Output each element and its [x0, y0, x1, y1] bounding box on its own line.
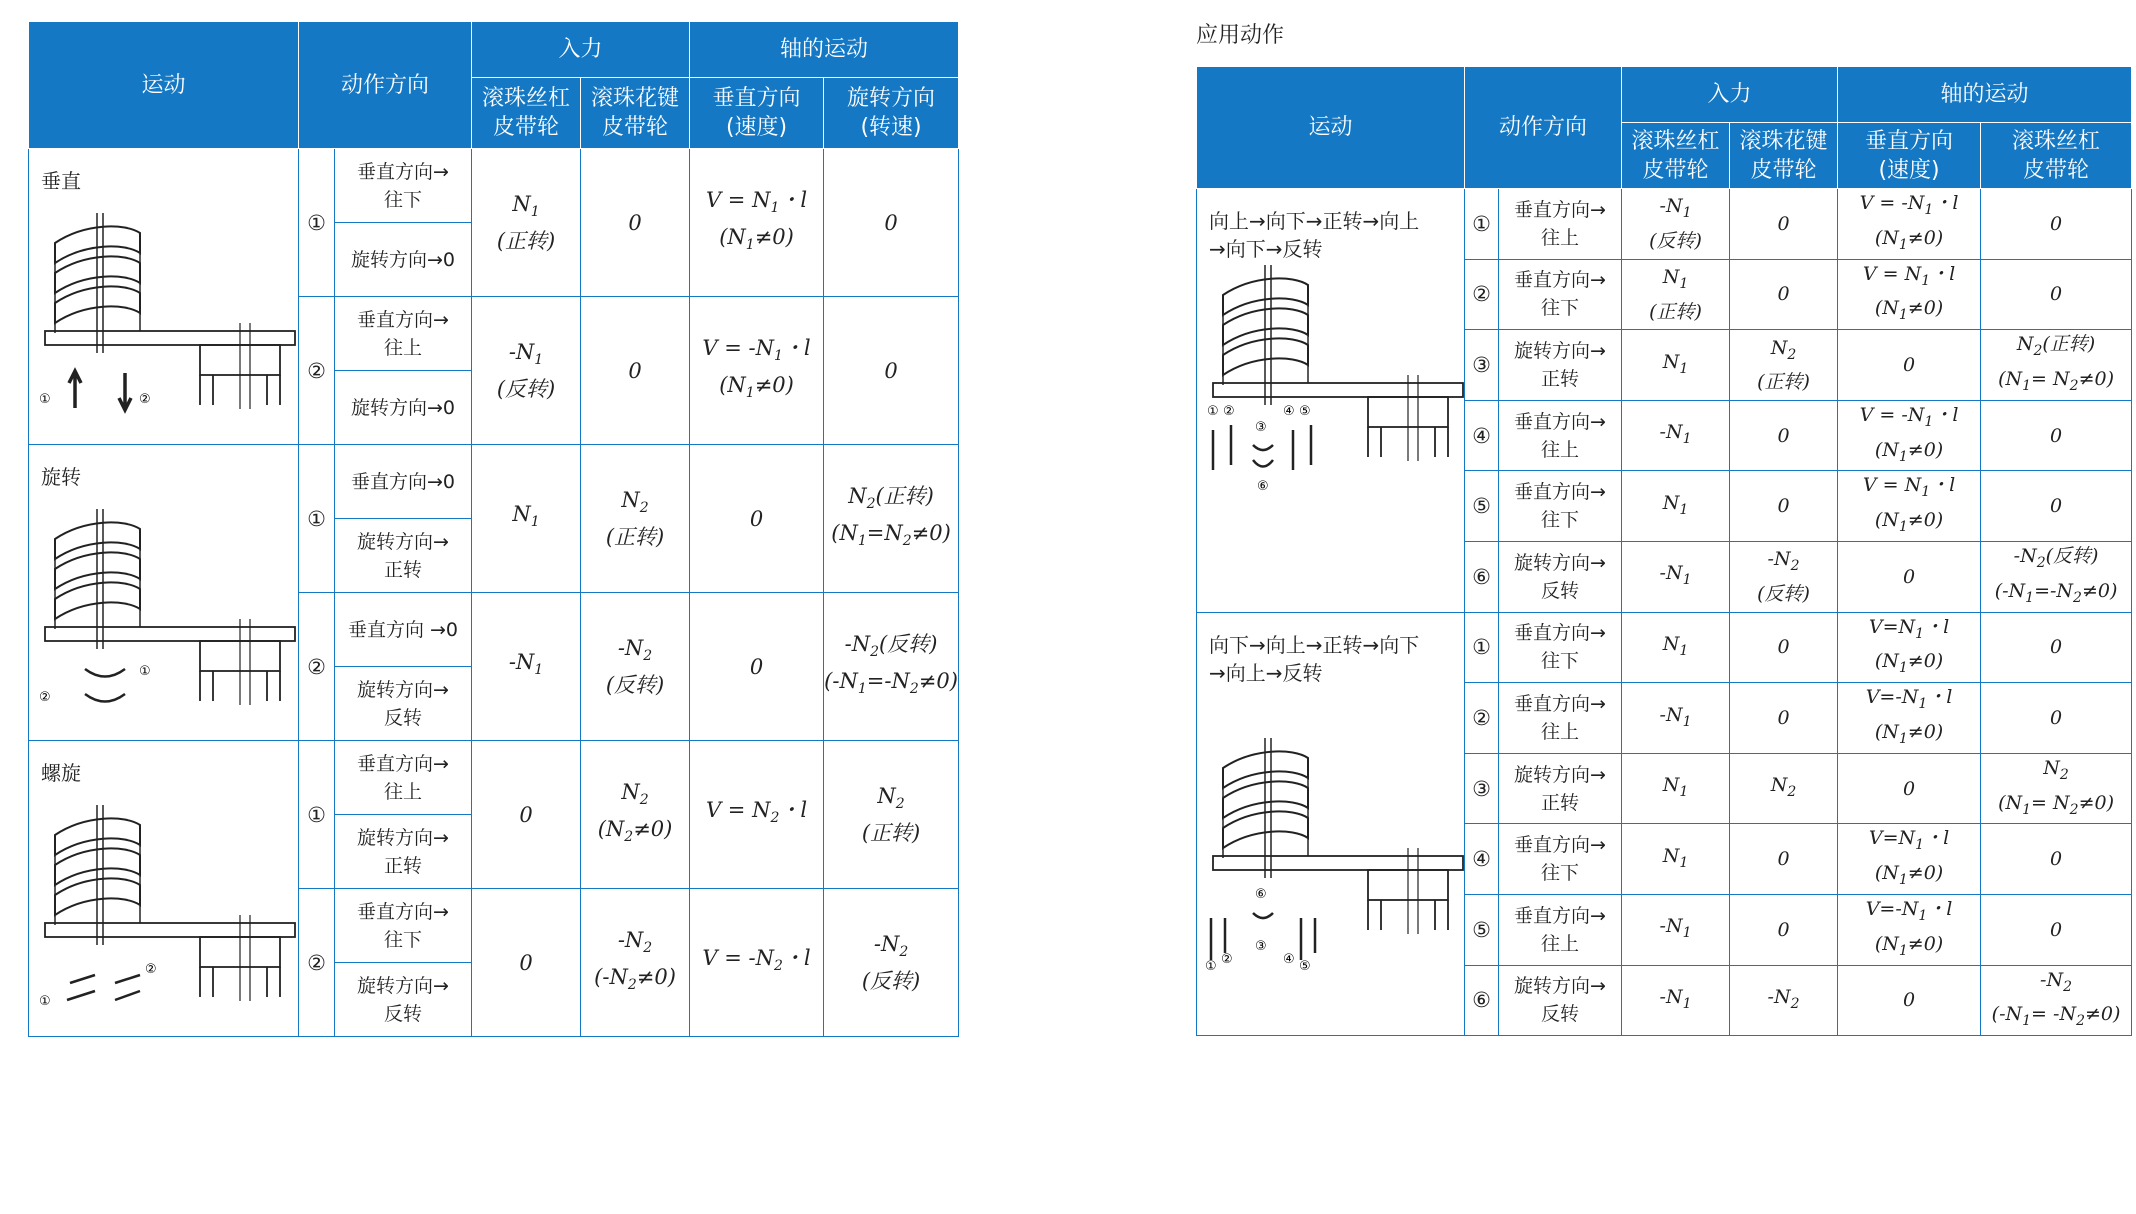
svg-text:①: ①: [39, 392, 51, 407]
svg-text:②: ②: [139, 392, 151, 407]
row-number: ②: [299, 889, 335, 1037]
ballscrew-cell: 0: [472, 889, 581, 1037]
app-motion-title: 向上→向下→正转→向上 →向下→反转: [1209, 209, 1420, 261]
direction-cell: 垂直方向→ 往下: [1499, 471, 1622, 542]
r-header-input: 入力: [1622, 67, 1838, 123]
direction-cell: 旋转方向→0: [335, 223, 472, 297]
row-number: ③: [1465, 753, 1499, 824]
direction-cell: 垂直方向 →0: [335, 593, 472, 667]
rotation-cell: 0: [1981, 612, 2132, 683]
direction-cell: 垂直方向→ 往上: [335, 297, 472, 371]
rotation-cell: 0: [824, 297, 959, 445]
header-motion: 运动: [29, 22, 299, 149]
r-header-motion: 运动: [1197, 67, 1465, 189]
svg-text:⑥: ⑥: [1257, 478, 1269, 494]
row-number: ④: [1465, 400, 1499, 471]
row-number: ②: [1465, 683, 1499, 754]
direction-cell: 旋转方向→0: [335, 371, 472, 445]
rotation-cell: $-N_2$(反转) $(-N_1=-N_2\ne 0)$: [824, 593, 959, 741]
direction-cell: 旋转方向→ 反转: [1499, 541, 1622, 612]
spline-cell: $N_2$ $(N_2\ne 0)$: [581, 741, 690, 889]
ballscrew-cell: $-N_1$: [1622, 400, 1730, 471]
header-axis: 轴的运动: [690, 22, 959, 78]
rotation-cell: $N_2$ (正转): [824, 741, 959, 889]
rotation-cell: $N_2$(正转) $(N_1=N_2\ne 0)$: [824, 445, 959, 593]
vertical-cell: 0: [690, 445, 824, 593]
ballscrew-cell: $-N_1$: [1622, 965, 1730, 1036]
row-number: ⑥: [1465, 965, 1499, 1036]
spline-cell: 0: [1730, 259, 1838, 330]
spline-cell: $N_2$ (正转): [1730, 330, 1838, 401]
vertical-cell: $V = N_1$・l $(N_1\ne 0)$: [1838, 259, 1981, 330]
direction-cell: 垂直方向→ 往上: [1499, 894, 1622, 965]
motion-cell: [29, 149, 299, 445]
svg-text:②: ②: [39, 690, 51, 705]
svg-text:①: ①: [139, 664, 151, 679]
svg-text:⑥: ⑥: [1255, 887, 1267, 903]
direction-cell: 垂直方向→0: [335, 445, 472, 519]
vertical-cell: 0: [690, 593, 824, 741]
spline-cell: 0: [1730, 683, 1838, 754]
vertical-cell: $V = N_1$・l $(N_1\ne 0)$: [690, 149, 824, 297]
ballscrew-cell: $N_1$: [1622, 753, 1730, 824]
vertical-cell: 0: [1838, 541, 1981, 612]
header-ballscrew: 滚珠丝杠 皮带轮: [472, 78, 581, 149]
vertical-cell: $V = -N_1$・l $(N_1\ne 0)$: [690, 297, 824, 445]
rotation-cell: $N_2$ $(N_1= N_2\ne 0)$: [1981, 753, 2132, 824]
svg-text:③: ③: [1255, 939, 1267, 955]
diagram-wrap: [1203, 738, 1473, 975]
vertical-cell: $V=-N_1$・l $(N_1\ne 0)$: [1838, 894, 1981, 965]
direction-cell: 垂直方向→ 往下: [1499, 259, 1622, 330]
svg-text:⑤: ⑤: [1299, 403, 1311, 419]
right-application-table: [1196, 66, 2132, 1036]
svg-text:①: ①: [1205, 959, 1217, 975]
header-direction: 动作方向: [299, 22, 472, 149]
direction-cell: 垂直方向→ 往上: [1499, 189, 1622, 260]
ballscrew-cell: $N_1$: [472, 445, 581, 593]
rotation-cell: 0: [1981, 471, 2132, 542]
ballscrew-cell: $-N_1$ (反转): [1622, 189, 1730, 260]
rotation-cell: $N_2$(正转) $(N_1= N_2\ne 0)$: [1981, 330, 2132, 401]
rotation-cell: $-N_2$ (反转): [824, 889, 959, 1037]
motion-cell: [29, 741, 299, 1037]
application-title: 应用动作: [1196, 23, 1285, 48]
ballscrew-cell: $N_1$: [1622, 824, 1730, 895]
spline-cell: 0: [1730, 824, 1838, 895]
app-motion-cell: [1197, 612, 1465, 1036]
direction-cell: 旋转方向→ 正转: [335, 519, 472, 593]
spline-cell: 0: [1730, 189, 1838, 260]
app-motion-title: 向下→向上→正转→向下 →向上→反转: [1209, 632, 1420, 685]
row-number: ①: [299, 741, 335, 889]
svg-text:②: ②: [1223, 403, 1235, 419]
rotation-cell: 0: [1981, 683, 2132, 754]
rotation-cell: 0: [824, 149, 959, 297]
r-header-direction: 动作方向: [1465, 67, 1622, 189]
direction-cell: 旋转方向→ 正转: [1499, 753, 1622, 824]
svg-text:⑤: ⑤: [1299, 959, 1311, 975]
rotation-cell: $-N_2$(反转) $(-N_1=-N_2\ne 0)$: [1981, 541, 2132, 612]
row-number: ⑤: [1465, 471, 1499, 542]
diagram-wrap: [35, 213, 305, 440]
rotation-cell: $-N_2$ $(-N_1= -N_2\ne 0)$: [1981, 965, 2132, 1036]
left-motion-table: [28, 21, 959, 1037]
svg-text:②: ②: [1221, 952, 1233, 968]
ballscrew-cell: $-N_1$: [1622, 683, 1730, 754]
svg-text:①: ①: [39, 994, 51, 1009]
r-header-ballscrew: 滚珠丝杠 皮带轮: [1622, 123, 1730, 189]
row-number: ①: [299, 445, 335, 593]
rotation-cell: 0: [1981, 400, 2132, 471]
direction-cell: 垂直方向→ 往下: [335, 889, 472, 963]
vertical-cell: $V = -N_1$・l $(N_1\ne 0)$: [1838, 400, 1981, 471]
ballscrew-cell: $N_1$: [1622, 612, 1730, 683]
ballscrew-cell: $-N_1$: [1622, 541, 1730, 612]
row-number: ②: [299, 297, 335, 445]
direction-cell: 旋转方向→ 正转: [335, 815, 472, 889]
direction-cell: 旋转方向→ 反转: [335, 667, 472, 741]
vertical-cell: $V = N_2$・l: [690, 741, 824, 889]
row-number: ①: [1465, 189, 1499, 260]
svg-text:④: ④: [1283, 952, 1295, 968]
r-header-spline: 滚珠花键 皮带轮: [1730, 123, 1838, 189]
spline-cell: 0: [581, 149, 690, 297]
spline-cell: 0: [1730, 612, 1838, 683]
row-number: ②: [299, 593, 335, 741]
spline-cell: $-N_2$ (反转): [581, 593, 690, 741]
svg-text:③: ③: [1255, 419, 1267, 435]
diagram-wrap: [1203, 265, 1473, 492]
r-header-rotation: 滚珠丝杠 皮带轮: [1981, 123, 2132, 189]
ballscrew-cell: $N_1$ (正转): [472, 149, 581, 297]
vertical-cell: 0: [1838, 753, 1981, 824]
ballscrew-cell: $-N_1$ (反转): [472, 297, 581, 445]
spline-cell: $N_2$ (正转): [581, 445, 690, 593]
header-spline: 滚珠花键 皮带轮: [581, 78, 690, 149]
spline-cell: 0: [581, 297, 690, 445]
vertical-cell: $V = N_1$・l $(N_1\ne 0)$: [1838, 471, 1981, 542]
header-vertical: 垂直方向 (速度): [690, 78, 824, 149]
direction-cell: 垂直方向→ 往下: [1499, 612, 1622, 683]
machine-diagram: [35, 213, 305, 433]
ballscrew-cell: $-N_1$: [1622, 894, 1730, 965]
direction-cell: 垂直方向→ 往下: [335, 149, 472, 223]
spline-cell: $-N_2$ (反转): [1730, 541, 1838, 612]
machine-diagram: [1203, 738, 1473, 975]
vertical-cell: $V = -N_1$・l $(N_1\ne 0)$: [1838, 189, 1981, 260]
svg-text:②: ②: [145, 962, 157, 977]
row-number: ⑤: [1465, 894, 1499, 965]
machine-diagram: [1203, 265, 1473, 494]
vertical-cell: $V=N_1$・l $(N_1\ne 0)$: [1838, 612, 1981, 683]
direction-cell: 垂直方向→ 往上: [1499, 683, 1622, 754]
row-number: ①: [1465, 612, 1499, 683]
row-number: ④: [1465, 824, 1499, 895]
vertical-cell: $V = -N_2$・l: [690, 889, 824, 1037]
row-number: ③: [1465, 330, 1499, 401]
rotation-cell: 0: [1981, 894, 2132, 965]
rotation-cell: 0: [1981, 259, 2132, 330]
diagram-wrap: [35, 805, 305, 1032]
motion-title: 旋转: [41, 465, 81, 489]
ballscrew-cell: $-N_1$: [472, 593, 581, 741]
r-header-vertical: 垂直方向 (速度): [1838, 123, 1981, 189]
diagram-wrap: [35, 509, 305, 736]
direction-cell: 垂直方向→ 往上: [335, 741, 472, 815]
r-header-axis: 轴的运动: [1838, 67, 2132, 123]
header-rotation: 旋转方向 (转速): [824, 78, 959, 149]
ballscrew-cell: $N_1$: [1622, 471, 1730, 542]
svg-text:④: ④: [1283, 403, 1295, 419]
spline-cell: $N_2$: [1730, 753, 1838, 824]
vertical-cell: $V=-N_1$・l $(N_1\ne 0)$: [1838, 683, 1981, 754]
motion-title: 垂直: [41, 169, 81, 193]
row-number: ②: [1465, 259, 1499, 330]
header-input: 入力: [472, 22, 690, 78]
rotation-cell: 0: [1981, 189, 2132, 260]
row-number: ①: [299, 149, 335, 297]
direction-cell: 垂直方向→ 往下: [1499, 824, 1622, 895]
ballscrew-cell: $N_1$: [1622, 330, 1730, 401]
spline-cell: 0: [1730, 471, 1838, 542]
spline-cell: 0: [1730, 894, 1838, 965]
machine-diagram: [35, 805, 305, 1025]
machine-diagram: [35, 509, 305, 729]
motion-title: 螺旋: [41, 761, 81, 785]
direction-cell: 旋转方向→ 反转: [1499, 965, 1622, 1036]
vertical-cell: $V=N_1$・l $(N_1\ne 0)$: [1838, 824, 1981, 895]
rotation-cell: 0: [1981, 824, 2132, 895]
direction-cell: 旋转方向→ 反转: [335, 963, 472, 1037]
ballscrew-cell: $N_1$ (正转): [1622, 259, 1730, 330]
direction-cell: 垂直方向→ 往上: [1499, 400, 1622, 471]
ballscrew-cell: 0: [472, 741, 581, 889]
direction-cell: 旋转方向→ 正转: [1499, 330, 1622, 401]
app-motion-cell: [1197, 189, 1465, 613]
vertical-cell: 0: [1838, 965, 1981, 1036]
spline-cell: 0: [1730, 400, 1838, 471]
row-number: ⑥: [1465, 541, 1499, 612]
motion-cell: [29, 445, 299, 741]
spline-cell: $-N_2$: [1730, 965, 1838, 1036]
spline-cell: $-N_2$ $(-N_2\ne 0)$: [581, 889, 690, 1037]
vertical-cell: 0: [1838, 330, 1981, 401]
svg-text:①: ①: [1207, 403, 1219, 419]
